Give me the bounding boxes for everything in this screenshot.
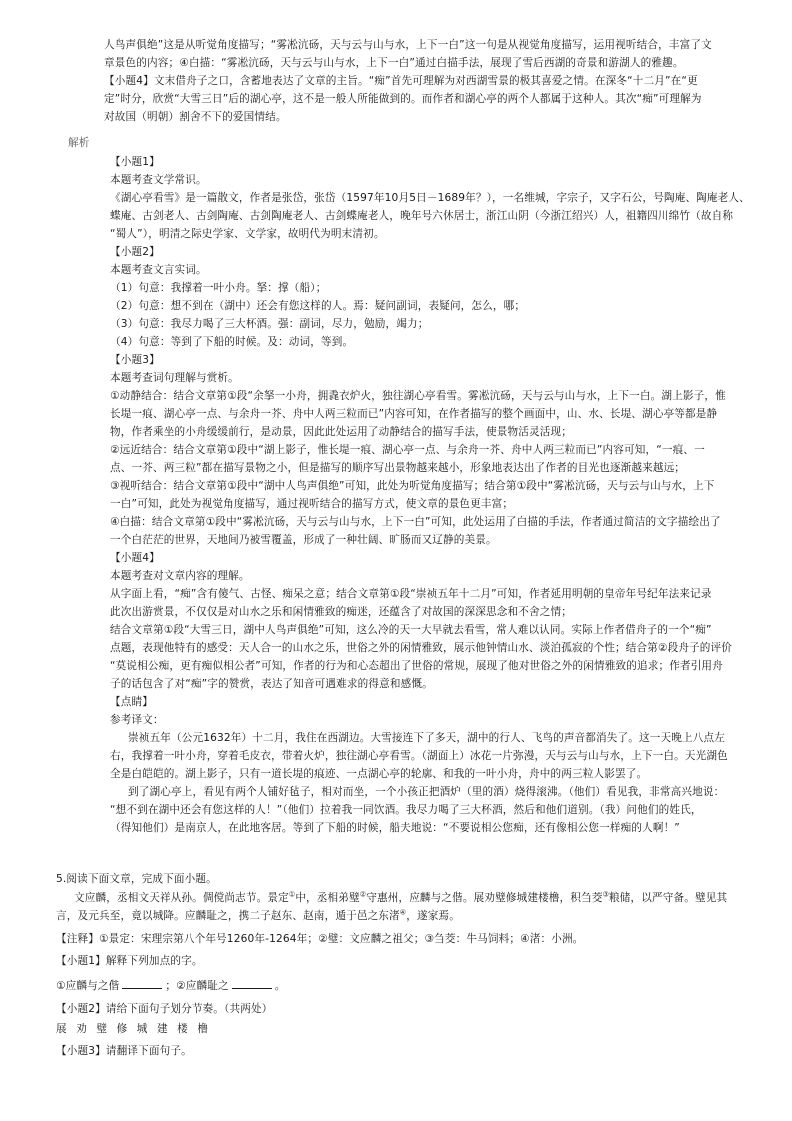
passage-text: 文应麟，丞相文天祥从孙。倜傥尚志节。景定 <box>74 892 289 904</box>
answer-line: 对故国（明朝）割舍不下的爱国情结。 <box>104 111 287 123</box>
sub1-item-a: ①应麟与之偕 <box>56 980 120 992</box>
sub-question-heading: 【小题4】 <box>110 552 160 564</box>
translation-line: 右，我撑着一叶小舟，穿着毛皮衣，带着火炉，独往湖心亭看雪。（湖面上）冰花一片弥漫，天与云与山与水，上下一白。天光湖色 <box>110 750 728 762</box>
q5-sub1-title: 【小题1】解释下列加点的字。 <box>56 955 203 967</box>
answer-line: 章景色的内容；④白描：“雾凇沆砀，天与云与山与水，上下一白”通过白描手法，展现了雪后西湖的奇景和游湖人的雅趣。 <box>104 57 684 69</box>
q5-sub3-title: 【小题3】请翻译下面句子。 <box>56 1045 192 1057</box>
sub-question-heading: 【小题3】 <box>110 354 160 366</box>
analysis-line: 此次出游赏景，不仅仅是对山水之乐和闲情雅致的痴迷，还蕴含了对故国的深深思念和不舍之情； <box>110 606 572 618</box>
analysis-line: 本题考查词句理解与赏析。 <box>110 372 239 384</box>
translation-line: 到了湖心亭上，看见有两个人铺好毡子，相对而坐，一个小孩正把酒炉（里的酒）烧得滚沸。（他们）看见我，非常高兴地说： <box>128 786 725 798</box>
translation-line: （得知他们）是南京人，在此地客居。等到了下船的时候，船夫地说：“不要说相公您痴，还有像相公您一样痴的人啊！” <box>110 822 680 834</box>
passage-text: 中，丞相弟璧 <box>295 892 360 904</box>
analysis-line: 点、一芥、两三粒”都在描写景物之小，但是描写的顺序写出景物越来越小，形象地表达出了作者的目光也逐渐越来越远； <box>110 462 686 474</box>
analysis-line: 《湖心亭看雪》是一篇散文，作者是张岱，张岱（1597年10月5日－1689年？），一名维城，字宗子，又字石公，号陶庵、陶庵老人、 <box>110 192 750 204</box>
answer-blank-2[interactable] <box>232 979 272 989</box>
answer-line: 【小题4】文末借舟子之口，含蓄地表达了文章的主旨。“痴”首先可理解为对西湖雪景的极其喜爱之情。在深冬“十二月”在“更 <box>104 75 698 87</box>
sub1-item-b: ；②应麟耻之 <box>165 980 229 992</box>
note-marker: ① <box>288 890 296 899</box>
analysis-line: “蜀人”），明清之际史学家、文学家，故明代为明末清初。 <box>110 228 385 240</box>
translation-heading: 参考译文： <box>110 714 164 726</box>
q5-sub1-blanks <box>56 979 286 993</box>
analysis-line: 物，作者乘坐的小舟缓缓前行，是动景，因此此处运用了动静结合的描写手法，使景物活灵活现； <box>110 426 572 438</box>
analysis-line: ①动静结合：结合文章第①段“余拏一小舟，拥毳衣炉火，独往湖心亭看雪。雾凇沆砀，天与云与山与水，上下一白。湖上影子，惟 <box>110 390 726 402</box>
answer-blank-1[interactable] <box>122 979 162 989</box>
analysis-label: 解析 <box>68 137 90 149</box>
analysis-line: 本题考查文言实词。 <box>110 264 207 276</box>
analysis-line: （2）句意：想不到在（湖中）还会有您这样的人。焉：疑问副词，表疑问，怎么，哪； <box>110 300 526 312</box>
analysis-line: 长堤一痕、湖心亭一点、与余舟一芥、舟中人两三粒而已”内容可知，在作者描写的整个画面中，山、水、长堤、湖心亭等都是静 <box>110 408 718 420</box>
q5-sub2-title: 【小题2】请给下面句子划分节奏。（共两处） <box>56 1003 273 1015</box>
sub-question-heading: 【小题1】 <box>110 156 160 168</box>
q5-passage-line <box>56 909 460 923</box>
analysis-line: （4）句意：等到了下船的时候。及：动词，等到。 <box>110 336 354 348</box>
analysis-line: 点题，表现他特有的感受：天人合一的山水之乐，世俗之外的闲情雅致，展示他钟情山水、淡泊孤寂的个性；结合第②段舟子的评价 <box>110 642 733 654</box>
analysis-line: ④白描：结合文章第①段中“雾凇沆砀，天与云与山与水，上下一白”可知，此处运用了白描的手法，作者通过简洁的文字描绘出了 <box>110 516 721 528</box>
q5-passage-line <box>74 891 727 905</box>
note-marker: ④ <box>399 908 407 917</box>
passage-text: 粮储，以严守备。璧见其 <box>609 892 728 904</box>
translation-line: 崇祯五年（公元1632年）十二月，我住在西湖边。大雪接连下了多天，湖中的行人、飞鸟的声音都消失了。这一天晚上八点左 <box>128 732 725 744</box>
analysis-line: （1）句意：我撑着一叶小舟。拏：撑（船）； <box>110 282 327 294</box>
analysis-line: （3）句意：我尽力喝了三大杯酒。强：副词，尽力，勉励，竭力； <box>110 318 429 330</box>
analysis-line: 一个白茫茫的世界，天地间乃被雪覆盖，形成了一种壮阔、旷肠而又辽静的美景。 <box>110 534 497 546</box>
passage-text: 言，及元兵至，竟以城降。应麟耻之，携二子赵东、赵南，遁于邑之东渚 <box>56 910 400 922</box>
note-marker: ② <box>359 890 367 899</box>
q5-notes: 【注释】①景定：宋理宗第八个年号1260年-1264年；②璧：文应麟之祖父；③刍茭：牛马饲料；④渚：小洲。 <box>56 933 584 945</box>
answer-line: 定”时分，欣赏“大雪三日”后的湖心亭，这不是一般人所能做到的。而作者和湖心亭的两个人都属于这种人。其次“痴”可理解为 <box>104 93 702 105</box>
analysis-line: 结合文章第①段“大雪三日，湖中人鸟声俱绝”可知，这么冷的天一大早就去看雪，常人难以认同。实际上作者借舟子的一个“痴” <box>110 624 712 636</box>
translation-line: 全是白皑皑的。湖上影子，只有一道长堤的痕迹、一点湖心亭的轮廓、和我的一叶小舟，舟中的两三粒人影罢了。 <box>110 768 648 780</box>
sub1-end: 。 <box>274 980 286 992</box>
q5-sub2-sentence: 展劝璧修城建楼橹 <box>56 1023 218 1035</box>
note-marker: ③ <box>602 890 610 899</box>
analysis-line: “莫说相公痴，更有痴似相公者”可知，作者的行为和心态超出了世俗的常规，展现了他对世俗之外的闲情雅致的追求；作者引用舟 <box>110 660 723 672</box>
analysis-line: 从字面上看，“痴”含有傻气、古怪、痴呆之意；结合文章第①段“崇祯五年十二月”可知，作者延用明朝的皇帝年号纪年法来记录 <box>110 588 712 600</box>
question-5-title: 5.阅读下面文章，完成下面小题。 <box>56 873 217 885</box>
passage-text: ，遂家焉。 <box>406 910 460 922</box>
analysis-line: ③视听结合：结合文章第①段中“湖中人鸟声俱绝”可知，此处为听觉角度描写；结合第①段中“雾凇沆砀，天与云与山与水，上下 <box>110 480 715 492</box>
analysis-line: 子的话包含了对“痴”字的赞赏，表达了知音可遇难求的得意和感慨。 <box>110 678 433 690</box>
dianjing-heading: 【点睛】 <box>110 696 153 708</box>
analysis-line: 一白”可知，此处为视觉角度描写，通过视听结合的描写方式，使文章的景色更丰富； <box>110 498 514 510</box>
analysis-line: 蝶庵、古剑老人、古剑陶庵、古剑陶庵老人、古剑蝶庵老人，晚年号六休居士，浙江山阴（今浙江绍兴）人，祖籍四川绵竹（故自称 <box>110 210 734 222</box>
translation-line: “想不到在湖中还会有您这样的人！”（他们）拉着我一同饮酒。我尽力喝了三大杯酒，然后和他们道别。（我）问他们的姓氏， <box>110 804 702 816</box>
analysis-line: ②远近结合：结合文章第①段中“湖上影子，惟长堤一痕、湖心亭一点、与余舟一芥、舟中人两三粒而已”内容可知，“一痕、一 <box>110 444 705 456</box>
analysis-line: 本题考查对文章内容的理解。 <box>110 570 250 582</box>
answer-line: 人鸟声俱绝”这是从听觉角度描写；“雾凇沆砀，天与云与山与水，上下一白”这一句是从视觉角度描写，运用视听结合，丰富了文 <box>104 39 712 51</box>
passage-text: 守惠州，应麟与之偕。展劝璧修城建楼橹，积刍茭 <box>366 892 603 904</box>
sub-question-heading: 【小题2】 <box>110 246 160 258</box>
analysis-line: 本题考查文学常识。 <box>110 174 207 186</box>
